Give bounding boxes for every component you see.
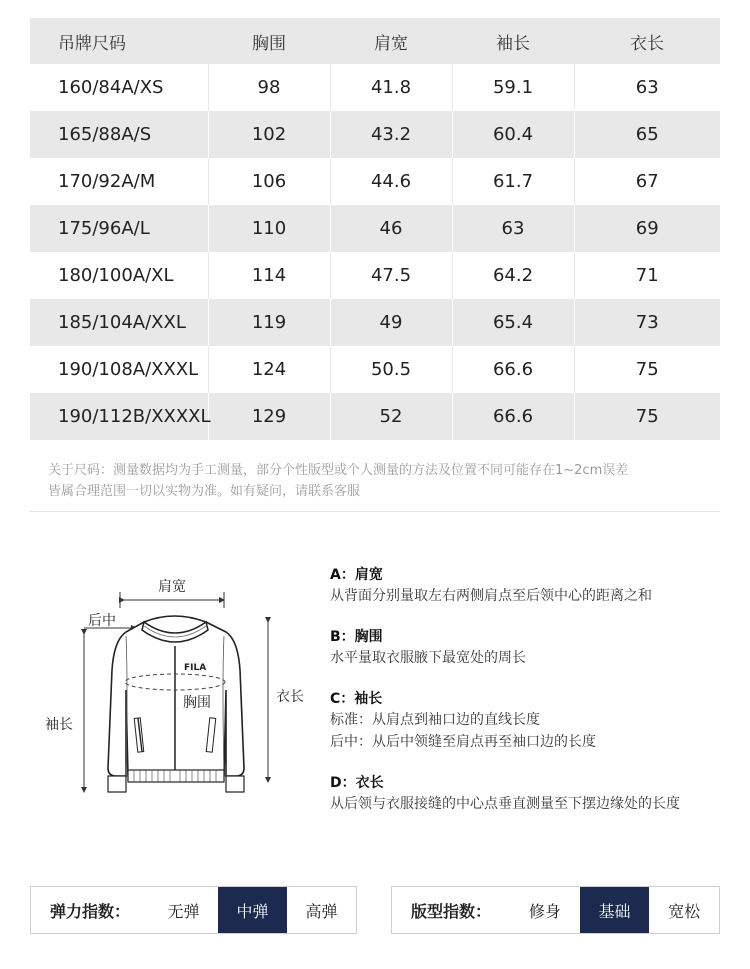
fit-label: 版型指数： xyxy=(410,901,491,921)
table-header-row xyxy=(30,18,720,64)
table-cell: 124 xyxy=(208,346,330,393)
label-chest: 胸围 xyxy=(183,695,211,711)
table-cell: 170/92A/M xyxy=(30,158,208,205)
header-sleeve: 袖长 xyxy=(452,18,574,64)
header-length: 衣长 xyxy=(574,18,720,64)
label-shoulder: 肩宽 xyxy=(158,579,186,595)
table-cell: 180/100A/XL xyxy=(30,252,208,299)
measure-b-title: B：胸围 xyxy=(330,629,383,645)
size-note xyxy=(48,460,728,502)
table-cell: 73 xyxy=(574,299,720,346)
table-cell: 102 xyxy=(208,111,330,158)
elasticity-option-high[interactable]: 高弹 xyxy=(305,901,338,921)
measure-c xyxy=(330,689,730,753)
fit-option-loose[interactable]: 宽松 xyxy=(668,901,701,921)
measure-b-desc: 水平量取衣服腋下最宽处的周长 xyxy=(330,650,526,666)
table-cell: 119 xyxy=(208,299,330,346)
table-cell: 190/112B/XXXXL xyxy=(30,393,208,440)
table-cell: 165/88A/S xyxy=(30,111,208,158)
fit-option-slim[interactable]: 修身 xyxy=(528,901,561,921)
fila-logo: FILA xyxy=(184,663,207,673)
table-cell: 46 xyxy=(330,205,452,252)
table-cell: 44.6 xyxy=(330,158,452,205)
measure-c-title: C：袖长 xyxy=(330,691,383,707)
table-cell: 67 xyxy=(574,158,720,205)
table-cell: 64.2 xyxy=(452,252,574,299)
table-row xyxy=(30,64,720,111)
table-cell: 63 xyxy=(452,205,574,252)
table-cell: 75 xyxy=(574,393,720,440)
table-cell: 69 xyxy=(574,205,720,252)
table-cell: 61.7 xyxy=(452,158,574,205)
table-row xyxy=(30,346,720,393)
measure-c-desc-1: 标准：从肩点到袖口边的直线长度 xyxy=(330,712,540,728)
label-back-center: 后中 xyxy=(88,613,116,629)
table-cell: 59.1 xyxy=(452,64,574,111)
header-chest: 胸围 xyxy=(208,18,330,64)
measure-a-desc: 从背面分别量取左右两侧肩点至后领中心的距离之和 xyxy=(330,588,652,604)
table-row xyxy=(30,111,720,158)
divider xyxy=(30,511,720,512)
table-cell: 52 xyxy=(330,393,452,440)
measure-c-desc-2: 后中：从后中领缝至肩点再至袖口边的长度 xyxy=(330,734,596,750)
table-row xyxy=(30,205,720,252)
table-cell: 43.2 xyxy=(330,111,452,158)
table-cell: 185/104A/XXL xyxy=(30,299,208,346)
measure-d xyxy=(330,773,730,815)
table-cell: 175/96A/L xyxy=(30,205,208,252)
header-size: 吊牌尺码 xyxy=(30,18,208,64)
size-note-line-2: 皆属合理范围一切以实物为准。如有疑问，请联系客服 xyxy=(48,484,361,499)
table-cell: 190/108A/XXXL xyxy=(30,346,208,393)
header-shoulder: 肩宽 xyxy=(330,18,452,64)
measurement-guide xyxy=(330,565,730,829)
elasticity-label: 弹力指数： xyxy=(49,901,130,921)
jacket-diagram xyxy=(40,570,320,810)
table-cell: 41.8 xyxy=(330,64,452,111)
fit-option-regular[interactable]: 基础 xyxy=(580,887,650,933)
size-table xyxy=(30,18,720,440)
table-cell: 114 xyxy=(208,252,330,299)
measure-d-title: D：衣长 xyxy=(330,775,384,791)
table-cell: 66.6 xyxy=(452,346,574,393)
measure-a-title: A：肩宽 xyxy=(330,567,383,583)
table-cell: 65.4 xyxy=(452,299,574,346)
table-cell: 66.6 xyxy=(452,393,574,440)
table-row xyxy=(30,393,720,440)
table-cell: 50.5 xyxy=(330,346,452,393)
elasticity-option-medium[interactable]: 中弹 xyxy=(218,887,287,933)
table-cell: 71 xyxy=(574,252,720,299)
table-cell: 110 xyxy=(208,205,330,252)
fit-index xyxy=(391,886,720,934)
table-cell: 75 xyxy=(574,346,720,393)
table-row xyxy=(30,252,720,299)
measure-a xyxy=(330,565,730,607)
table-row xyxy=(30,299,720,346)
table-cell: 106 xyxy=(208,158,330,205)
label-length: 衣长 xyxy=(276,689,304,705)
elasticity-option-none[interactable]: 无弹 xyxy=(167,901,200,921)
table-cell: 63 xyxy=(574,64,720,111)
measure-b xyxy=(330,627,730,669)
table-cell: 160/84A/XS xyxy=(30,64,208,111)
table-row xyxy=(30,158,720,205)
table-cell: 49 xyxy=(330,299,452,346)
table-cell: 129 xyxy=(208,393,330,440)
table-cell: 60.4 xyxy=(452,111,574,158)
table-cell: 65 xyxy=(574,111,720,158)
table-cell: 98 xyxy=(208,64,330,111)
table-cell: 47.5 xyxy=(330,252,452,299)
size-note-line-1: 关于尺码：测量数据均为手工测量，部分个性版型或个人测量的方法及位置不同可能存在1~2cm误差 xyxy=(48,463,629,478)
measure-d-desc: 从后领与衣服接缝的中心点垂直测量至下摆边缘处的长度 xyxy=(330,796,680,812)
elasticity-index xyxy=(30,886,357,934)
label-sleeve: 袖长 xyxy=(45,717,73,733)
